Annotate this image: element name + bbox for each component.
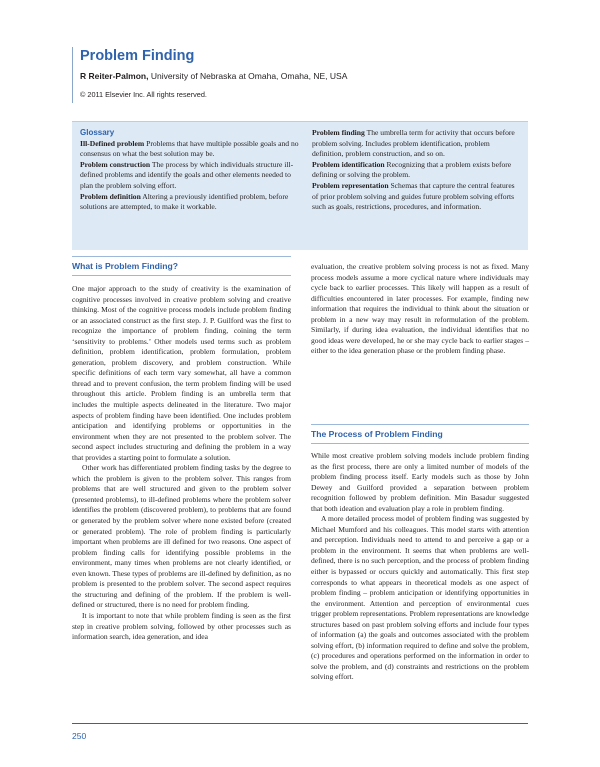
body-column-left [72,284,291,643]
title-accent-rule [72,47,73,103]
footer-rule [72,723,528,724]
section-rule-top [72,256,291,257]
glossary-term: Problem definition [80,191,141,201]
article-title: Problem Finding [80,48,195,64]
body-column-right-top [311,262,529,357]
body-column-right-bottom [311,451,529,683]
glossary-entry [80,192,302,213]
glossary-term: Problem finding [312,128,365,137]
glossary-definition: Schemas that capture the central features of prior problem solving and guides future problem solving efforts such as goals, restrictions, procedures, and information. [312,180,515,212]
section-heading-what-is-problem-finding: What is Problem Finding? [72,261,178,271]
glossary-heading: Glossary [80,128,115,137]
body-paragraph: A more detailed process model of problem finding was suggested by Michael Mumford and his colleagues. This model starts with attention and perception. Individuals need to attend to and perceive a gap or a problem in the environment. It seems that when problems are well-defined, there is no such perception, and the process of problem finding either is bypassed or occurs quickly and automatically. This first step corresponds to what appears in theoretical models as one aspect of problem finding – problem anticipation or identifying opportunities in the environment. Attention and perception of environmental cues trigger problem representations. Problem representations are knowledge structures based on past problem solving efforts and include four types of information (a) the goals and outcomes associated with the problem solving effort, (b) information required to define and solve the problem, (c) procedures and operations performed on the information in order to solve the problem, and (d) constraints and restrictions on the problem solving effort. [311,514,529,682]
author-line [80,71,347,81]
copyright-line: © 2011 Elsevier Inc. All rights reserved. [80,90,207,99]
glossary-box [72,121,528,250]
glossary-entry [80,160,302,192]
body-paragraph: It is important to note that while problem finding is seen as the first step in creative problem solving, followed by other processes such as information search, idea generation, and idea [72,610,291,642]
glossary-entry [80,139,302,160]
glossary-right-column [312,128,520,213]
glossary-entry [312,181,520,213]
glossary-definition: Altering a previously identified problem, before solutions are attempted, to make it workable. [80,191,289,212]
section-heading-process-of-problem-finding: The Process of Problem Finding [311,429,443,439]
glossary-term: Ill-Defined problem [80,138,145,148]
glossary-definition: Recognizing that a problem exists before defining or solving the problem. [312,159,512,180]
glossary-term: Problem identification [312,159,385,169]
glossary-definition: The process by which individuals structure ill-defined problems and identify the goals and other elements needed to plan the problem solving effort. [80,159,294,190]
section-rule-top [311,424,529,425]
glossary-definition: Problems that have multiple possible goals and no consensus on what the best solution may be. [80,138,299,159]
section-rule-bottom [311,443,529,444]
glossary-left-column [80,128,302,213]
glossary-entry [312,160,520,181]
glossary-entry [312,128,520,160]
glossary-definition: The umbrella term for activity that occurs before problem solving. Includes problem identification, problem definition, problem construction, and so on. [312,128,515,159]
body-paragraph: One major approach to the study of creativity is the examination of cognitive processes involved in creative problem solving and creative thinking. Most of the cognitive process models include problem finding or an associated construct as the first step. J. P. Guilford was the first to recognize the importance of problem finding, coining the term ‘sensitivity to problems.’ Other models used terms such as problem definition, problem identification, problem formulation, problem generation, problem discovery, and problem construction. While specific definitions of each term vary somewhat, all have a common thread and to prevent confusion, the term problem finding will be used throughout this article. Problem finding is an umbrella term that includes the multiple aspects delineated in the literature. Two major aspects of problem finding have been identified. One includes problem anticipation and identifying problems or opportunities in the environment when they are not presented to the problem solver. The second aspect includes structuring and defining the problem in a way that provides a starting point to formulate a solution. [72,284,291,462]
author-name: R Reiter-Palmon, [80,71,149,81]
glossary-term: Problem construction [80,159,151,169]
body-paragraph: While most creative problem solving models include problem finding as the first process, there are only a limited number of models of the problem finding process itself. Early models such as those by John Dewey and Guilford provided a separation between problem recognition followed by problem definition. Min Basadur suggested that both ideation and evaluation play a role in problem finding. [311,451,529,513]
glossary-term: Problem representation [312,180,389,190]
page-number: 250 [72,731,87,741]
body-paragraph: Other work has differentiated problem finding tasks by the degree to which the problem is given to the problem solver. This ranges from problems that are well structured and given to the problem solver (presented problems), to ill-defined problems where the problem solver identifies the problem (discovered problem), to problems that are found or generated by the problem solver where none existed before (created or generated problem). The role of problem finding is particularly important when problems are ill defined for two reasons. One aspect of problem finding calls for identifying possible problems in the environment, many times when problems are not clearly identified, or even known. These types of problems are ill-defined by definition, as no problem is presented to the problem solver. The second aspect requires the structuring and defining of the problem. If the problem is well-defined or structured, there is no need for problem finding. [72,463,291,610]
section-rule-bottom [72,275,291,276]
author-affiliation: University of Nebraska at Omaha, Omaha, NE, USA [148,71,348,81]
body-paragraph: evaluation, the creative problem solving process is not as fixed. Many process models assume a more cyclical nature where individuals may cycle back to earlier processes. This likely will happen as a result of difficulties encountered in later processes. For example, finding new information that requires the individual to think about the situation or problem in a new way may result in reformulation of the problem. Similarly, if during idea evaluation, the individual identifies that no good ideas were developed, he or she may cycle back to earlier stages – either to the idea generation phase or the problem finding phase. [311,262,529,356]
